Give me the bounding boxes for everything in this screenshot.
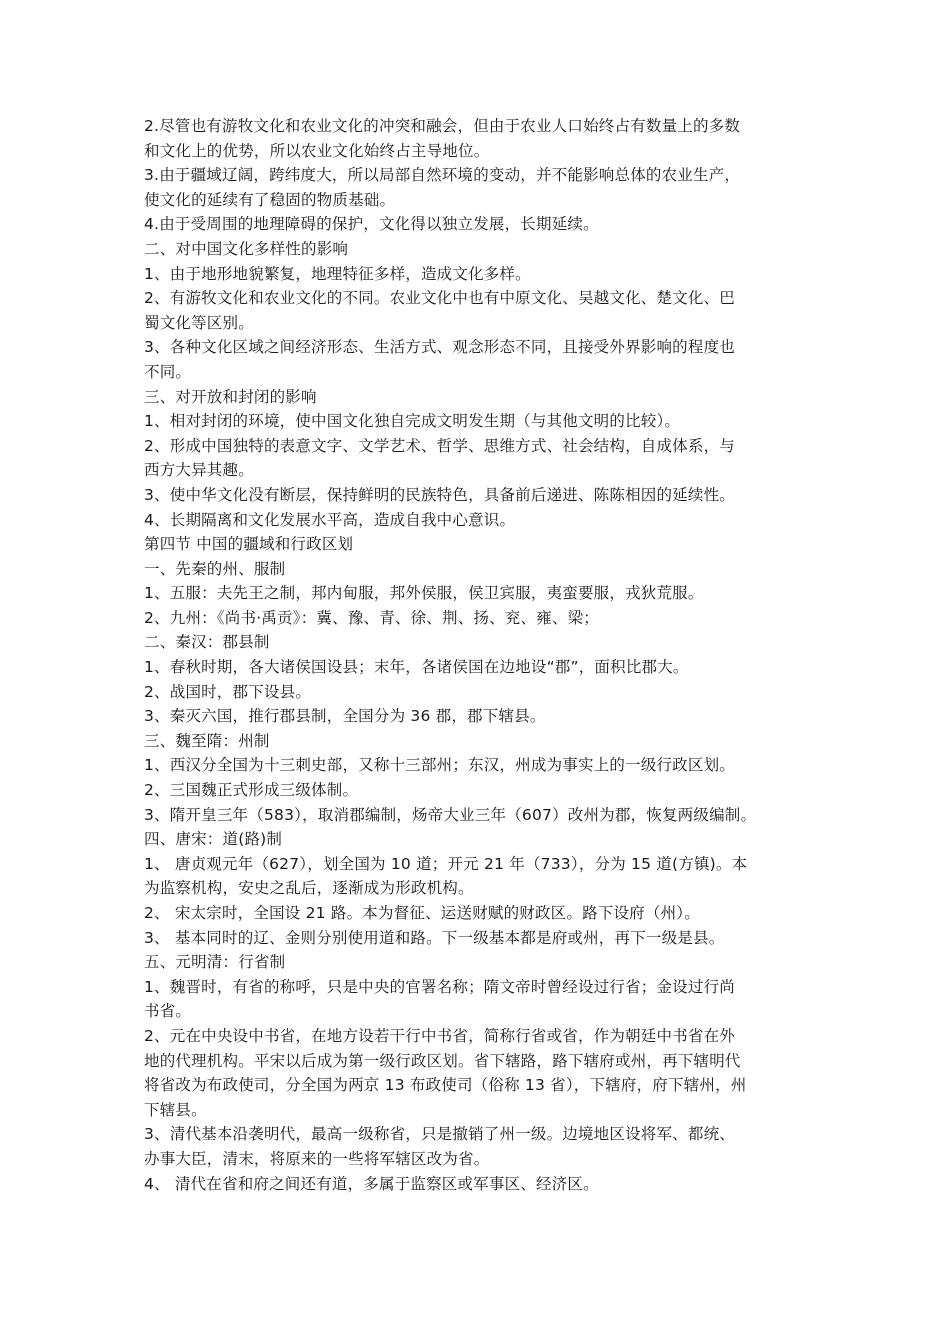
text-line: 2、九州：《尚书·禹贡》：冀、豫、青、徐、荆、扬、兖、雍、梁； xyxy=(144,608,599,627)
text-line: 2、有游牧文化和农业文化的不同。农业文化中也有中原文化、吴越文化、楚文化、巴 xyxy=(144,289,735,308)
text-line: 1、西汉分全国为十三刺史部，又称十三部州；东汉，州成为事实上的一级行政区划。 xyxy=(144,756,735,775)
text-line: 3、清代基本沿袭明代，最高一级称省，只是撤销了州一级。边境地区设将军、都统、 xyxy=(144,1125,735,1144)
text-line: 2、 宋太宗时，全国设 21 路。本为督征、运送财赋的财政区。路下设府（州）。 xyxy=(144,904,700,922)
text-line: 蜀文化等区别。 xyxy=(144,313,254,332)
text-line: 2、元在中央设中书省，在地方设若干行中书省，简称行省或省，作为朝廷中书省在外 xyxy=(144,1026,735,1045)
text-line: 4、长期隔离和文化发展水平高，造成自我中心意识。 xyxy=(144,510,516,529)
text-line: 2、形成中国独特的表意文字、文学艺术、哲学、思维方式、社会结构，自成体系，与 xyxy=(144,436,735,455)
text-line: 3、各种文化区域之间经济形态、生活方式、观念形态不同，且接受外界影响的程度也 xyxy=(144,338,735,357)
text-line: 使文化的延续有了稳固的物质基础。 xyxy=(144,190,396,209)
text-line: 4.由于受周围的地理障碍的保护，文化得以独立发展，长期延续。 xyxy=(144,215,599,234)
text-line: 3、隋开皇三年（583），取消郡编制，炀帝大业三年（607）改州为郡，恢复两级编制。 xyxy=(144,805,757,824)
text-line: 3.由于疆域辽阔，跨纬度大，所以局部自然环境的变动，并不能影响总体的农业生产， xyxy=(144,166,741,185)
text-line: 2.尽管也有游牧文化和农业文化的冲突和融会，但由于农业人口始终占有数量上的多数 xyxy=(144,117,741,135)
text-line: 4、 清代在省和府之间还有道，多属于监察区或军事区、经济区。 xyxy=(144,1174,599,1193)
text-line: 2、战国时，郡下设县。 xyxy=(144,682,312,701)
text-line: 办事大臣，清末，将原来的一些将军辖区改为省。 xyxy=(144,1149,490,1168)
text-line: 1、五服：夫先王之制，邦内甸服，邦外侯服，侯卫宾服，夷蛮要服，戎狄荒服。 xyxy=(144,584,704,603)
text-line: 不同。 xyxy=(144,362,192,381)
text-line: 2、三国魏正式形成三级体制。 xyxy=(144,781,359,800)
section-heading: 三、对开放和封闭的影响 xyxy=(144,387,317,406)
chapter-heading: 第四节 中国的疆域和行政区划 xyxy=(144,535,354,554)
text-line: 3、 基本同时的辽、金则分别使用道和路。下一级基本都是府或州，再下一级是县。 xyxy=(144,928,725,947)
text-line: 3、使中华文化没有断层，保持鲜明的民族特色，具备前后递进、陈陈相因的延续性。 xyxy=(144,485,735,504)
text-line: 1、魏晋时，有省的称呼，只是中央的官署名称；隋文帝时曾经设过行省；金设过行尚 xyxy=(144,977,735,996)
text-line: 书省。 xyxy=(144,1002,192,1021)
section-heading: 二、对中国文化多样性的影响 xyxy=(144,239,349,258)
text-line: 1、 唐贞观元年（627），划全国为 10 道；开元 21 年（733），分为 15 道(方镇)。本 xyxy=(144,854,748,873)
section-heading: 一、先秦的州、服制 xyxy=(144,559,286,578)
text-line: 下辖县。 xyxy=(144,1100,207,1119)
text-line: 将省改为布政使司，分全国为两京 13 布政使司（俗称 13 省），下辖府，府下辖州，州 xyxy=(144,1076,747,1095)
text-line: 和文化上的优势，所以农业文化始终占主导地位。 xyxy=(144,141,490,160)
document-body xyxy=(144,114,812,1196)
section-heading: 四、唐宋：道(路)制 xyxy=(144,830,283,849)
section-heading: 五、元明清：行省制 xyxy=(144,953,286,972)
section-heading: 三、魏至隋：州制 xyxy=(144,731,270,750)
text-line: 为监察机构，安史之乱后，逐渐成为形政机构。 xyxy=(144,879,474,898)
text-line: 3、秦灭六国，推行郡县制，全国分为 36 郡，郡下辖县。 xyxy=(144,707,546,726)
section-heading: 二、秦汉：郡县制 xyxy=(144,633,270,652)
text-line: 地的代理机构。平宋以后成为第一级行政区划。省下辖路，路下辖府或州，再下辖明代 xyxy=(144,1051,741,1070)
text-line: 西方大异其趣。 xyxy=(144,461,254,480)
text-line: 1、春秋时期，各大诸侯国设县；末年，各诸侯国在边地设“郡”，面积比郡大。 xyxy=(144,658,689,677)
text-line: 1、由于地形地貌繁复，地理特征多样，造成文化多样。 xyxy=(144,264,531,283)
text-line: 1、相对封闭的环境，使中国文化独自完成文明发生期（与其他文明的比较）。 xyxy=(144,412,681,431)
